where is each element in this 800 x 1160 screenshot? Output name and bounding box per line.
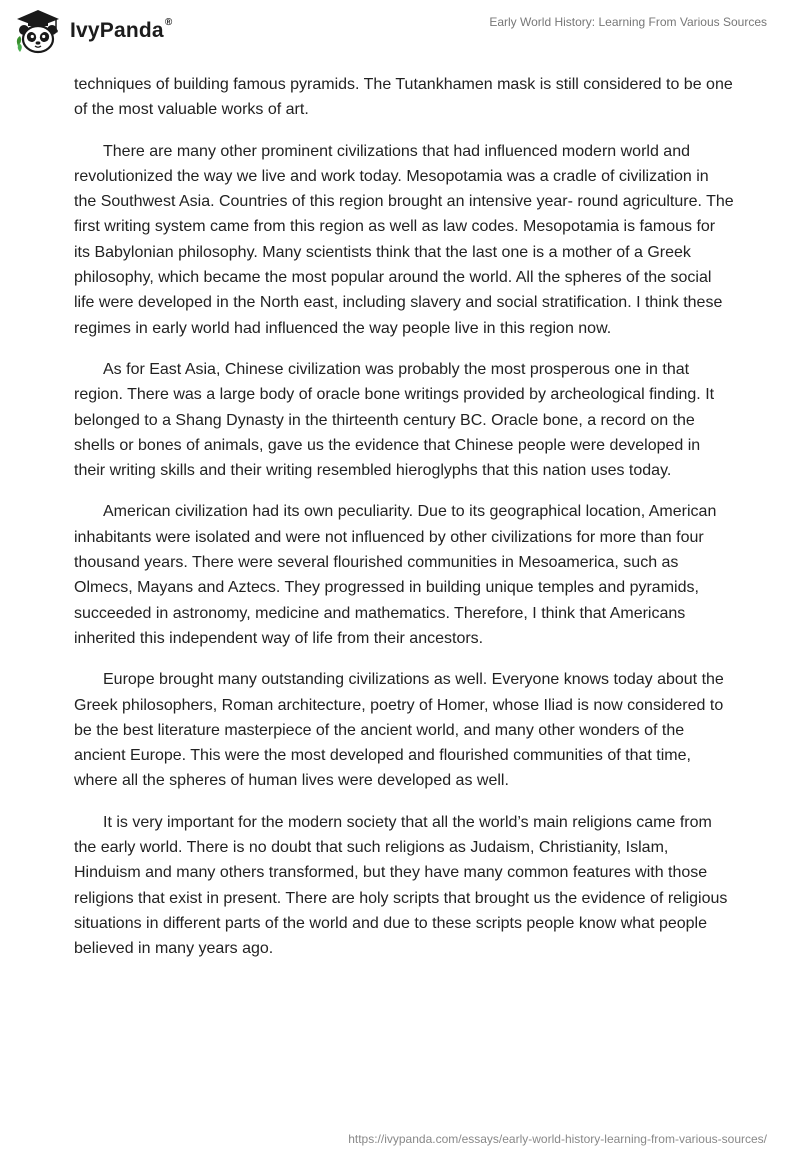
paragraph-east-asia: As for East Asia, Chinese civilization was probably the most prosperous one in that region. There was a large body of oracle bone writings provided by archeological finding. It belonged to a Shang Dynasty in the thirteenth century BC. Oracle bone, a record on the shells or bones of animals, gave us the evidence that Chinese people were developed in their writing skills and their writing resembled hieroglyphs that this nation uses today. [74,360,715,480]
panda-graduate-icon [14,8,62,56]
page-header [0,0,800,66]
paragraph-mesopotamia: There are many other prominent civilizations that had influenced modern world and revolutionized the way we live and work today. Mesopotamia was a cradle of civilization in the Southwest Asia. Countries of this region brought an intensive year- round agriculture. The first writing system came from this region as well as law codes. Mesopotamia is famous for its Babylonian philosophy. Many scientists think that the last one is a mother of a Greek philosophy, which became the most popular around the world. All the spheres of the social life were developed in the North east, including slavery and social stratification. I think these regimes in early world had influenced the way people live in this region now. [74,142,734,337]
paragraph-continued: techniques of building famous pyramids. The Tutankhamen mask is still considered to be one of the most valuable works of art. [74,76,733,119]
paragraph-american: American civilization had its own peculiarity. Due to its geographical location, American inhabitants were isolated and were not influenced by other civilizations for more than four thousand years. There were several flourished communities in Mesoamerica, such as Olmecs, Mayans and Aztecs. They progressed in building unique temples and pyramids, succeeded in astronomy, medicine and mathematics. Therefore, I think that Americans inherited this independent way of life from their ancestors. [74,503,717,647]
brand-name: IvyPanda® [70,17,173,42]
essay-body [74,72,734,978]
brand-logo[interactable] [14,8,172,56]
registered-mark: ® [164,17,173,28]
paragraph-religions: It is very important for the modern society that all the world’s main religions came from the early world. There is no doubt that such religions as Judaism, Christianity, Islam, Hinduism and many others transformed, but they have many common features with those religions that exist in present. There are holy scripts that brought us the evidence of religious situations in different parts of the world and due to these scripts people know what people believed in many years ago. [74,813,728,958]
source-url-link[interactable]: https://ivypanda.com/essays/early-world-history-learning-from-various-sources/ [348,1132,767,1146]
document-title: Early World History: Learning From Various Sources [489,15,767,29]
paragraph-europe: Europe brought many outstanding civilizations as well. Everyone knows today about the Greek philosophers, Roman architecture, poetry of Homer, whose Iliad is now considered to be the best literature masterpiece of the ancient world, and many other wonders of the ancient Europe. This were the most developed and flourished communities of that time, where all the spheres of human lives were developed as well. [74,671,724,790]
